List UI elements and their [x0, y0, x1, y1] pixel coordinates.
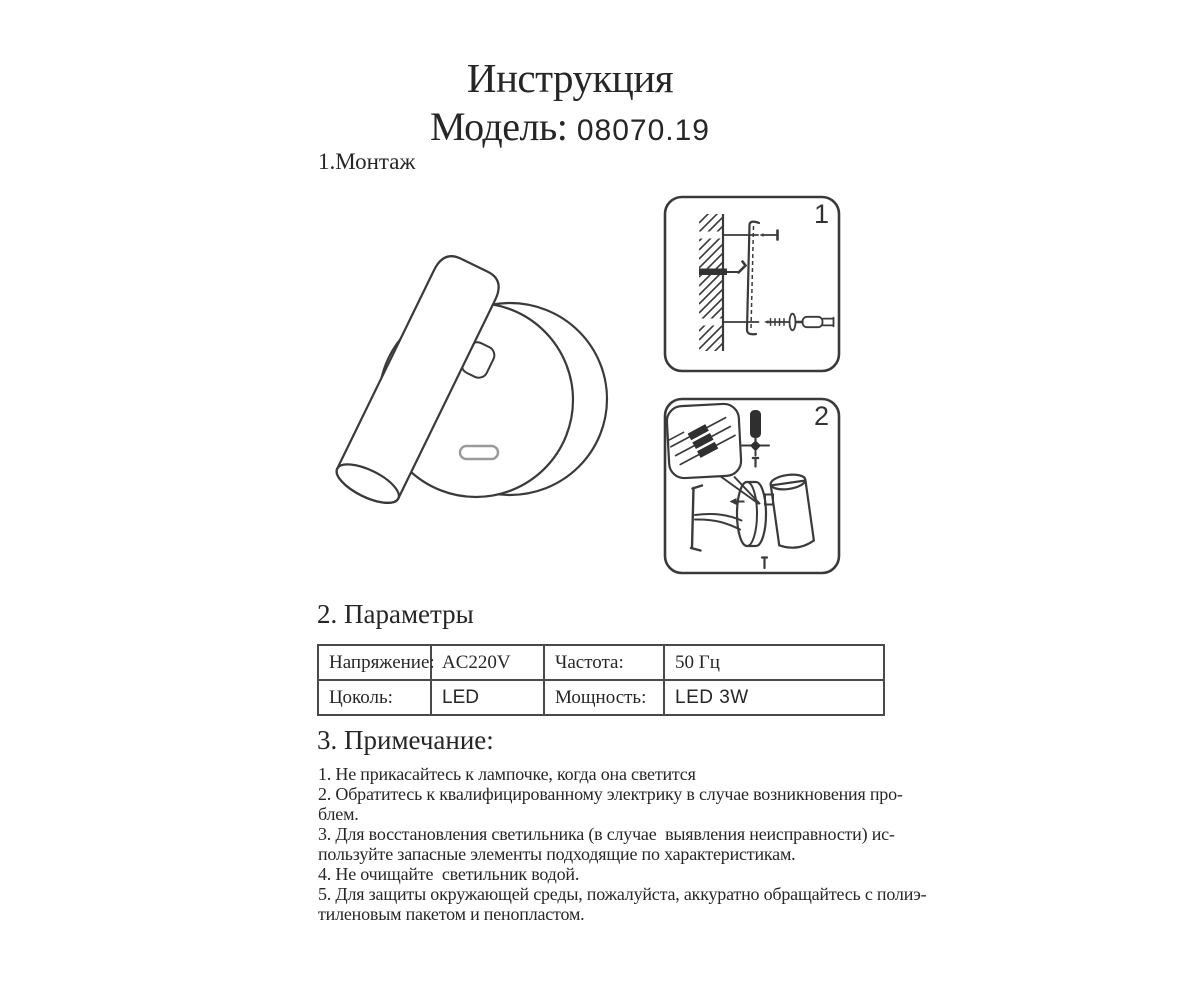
mounting-step-1-card [663, 195, 841, 373]
mounting-bracket [747, 222, 759, 335]
table-row [318, 645, 884, 680]
step-number-badge: 2 [813, 401, 829, 431]
note-line: 1. Не прикасайтесь к лампочке, когда она светится [318, 764, 696, 784]
note-line: пользуйте запасные элементы подходящие по характеристикам. [318, 844, 796, 864]
notes-list [318, 764, 926, 924]
param-label-cell: Мощность: [544, 680, 664, 715]
wall-gap-top [699, 232, 723, 239]
lamp-tube [770, 473, 815, 550]
model-number: 08070.19 [576, 114, 710, 147]
param-value-cell: LED 3W [664, 680, 884, 715]
page-title: Инструкция [466, 55, 674, 101]
mounting-step-2-card [663, 397, 841, 575]
bracket-and-wires [691, 486, 742, 551]
section-heading-notes: 3. Примечание: [317, 725, 494, 755]
param-label-cell: Напряжение: [318, 645, 431, 680]
wall-lamp-illustration [295, 233, 635, 533]
screw-head [790, 314, 796, 331]
wall-hatch [699, 199, 723, 373]
section-heading-mounting: 1.Монтаж [318, 149, 416, 174]
note-line: 3. Для восстановления светильника (в случае выявления неисправности) ис- [318, 824, 895, 844]
wire-terminal-callout [666, 403, 742, 479]
switch-button [460, 446, 498, 459]
parameters-table [317, 644, 885, 716]
fixing-screw-bottom [762, 558, 767, 569]
wall-gap-bottom [699, 319, 723, 326]
table-row [318, 680, 884, 715]
fixing-screw-top [753, 458, 758, 467]
screwdriver-icon [742, 410, 769, 467]
note-line: блем. [318, 804, 359, 824]
model-label: Модель: [430, 104, 568, 149]
note-line: тиленовым пакетом и пенопластом. [318, 904, 585, 924]
param-label-cell: Цоколь: [318, 680, 431, 715]
bottom-screw-and-screwdriver [723, 314, 834, 331]
step-number-badge: 1 [813, 199, 829, 229]
param-value-cell: LED [431, 680, 544, 715]
param-label-cell: Частота: [544, 645, 664, 680]
note-line: 2. Обратитесь к квалифицированному электрику в случае возникновения про- [318, 784, 903, 804]
param-value-cell: AC220V [431, 645, 544, 680]
param-value-cell: 50 Гц [664, 645, 884, 680]
model-line [0, 104, 1140, 149]
note-line: 4. Не очищайте светильник водой. [318, 864, 580, 884]
section-heading-parameters: 2. Параметры [317, 599, 474, 629]
note-line: 5. Для защиты окружающей среды, пожалуйста, аккуратно обращайтесь с полиэ- [318, 884, 927, 904]
